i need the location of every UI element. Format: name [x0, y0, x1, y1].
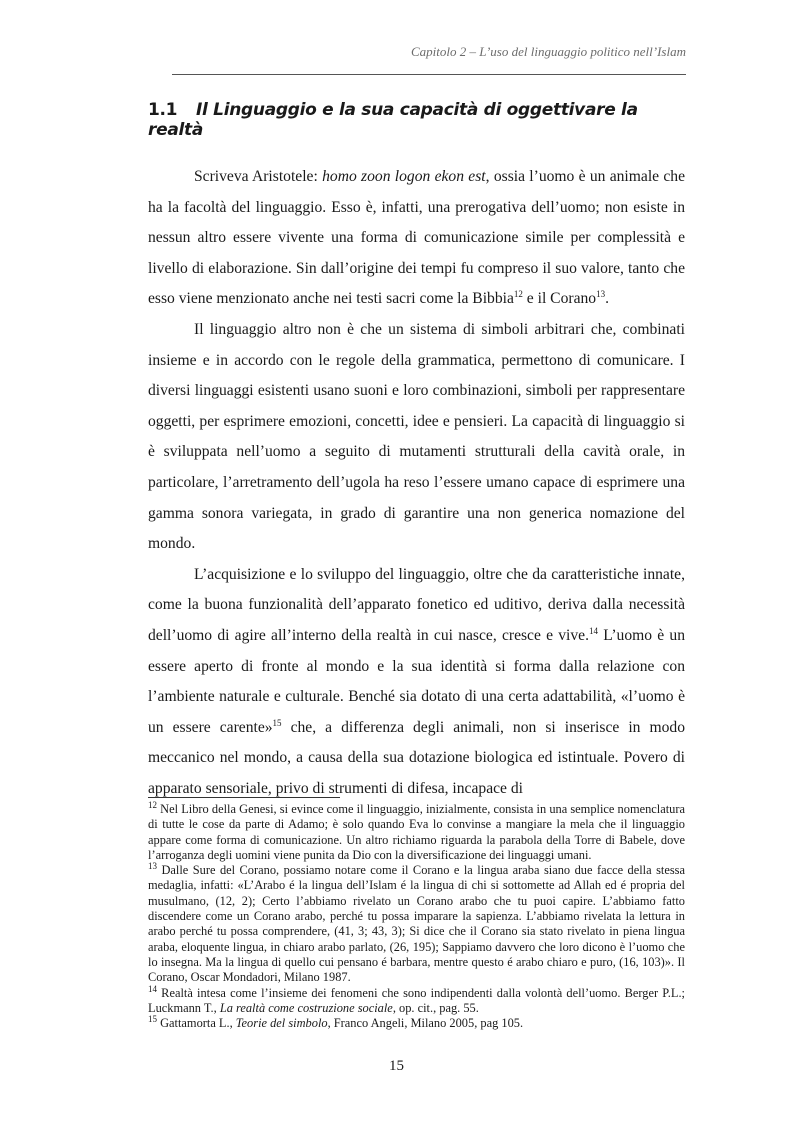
footnote-ref[interactable]: 14 — [589, 625, 599, 636]
footnote-number: 12 — [148, 799, 157, 810]
footnote-number: 13 — [148, 861, 157, 872]
footnote-ref[interactable]: 12 — [513, 289, 523, 300]
footnote-text: Gattamorta L., — [157, 1016, 236, 1031]
footnote-text: , op. cit., pag. 55. — [392, 1000, 479, 1015]
footnote-ref[interactable]: 15 — [272, 717, 282, 728]
paragraph-text: e il Corano — [522, 290, 597, 308]
page-number: 15 — [389, 1058, 404, 1074]
paragraph-text: . — [605, 290, 609, 308]
section-heading — [148, 100, 688, 140]
paragraph-2: Il linguaggio altro non è che un sistema di simboli arbitrari che, combinati insieme e in accordo con le regole della grammatica, permettono di comunicare. I diversi linguaggi esistenti usano suoni e loro combinazioni, simboli per rappresentare oggetti, per esprimere emozioni, concetti, idee e pensieri. La capacità di linguaggio si è sviluppata nell’uomo a seguito di mutamenti strutturali della cavità orale, in particolare, l’arretramento dell’ugola ha reso l’essere umano capace di esprimere una gamma sonora variegata, in grado di garantire una non generica nomazione del mondo. — [148, 320, 685, 553]
footnotes — [148, 799, 685, 1031]
footnote-text: Realtà intesa come l’insieme dei fenomeni che sono indipendenti dalla volontà dell’uomo. Berger P.L.; Luckmann T., — [148, 985, 685, 1015]
footnote-text: , Franco Angeli, Milano 2005, pag 105. — [327, 1016, 524, 1031]
paragraph-1 — [148, 162, 685, 315]
footnote-text: Dalle Sure del Corano, possiamo notare come il Corano e la lingua araba siano due facce della stessa medaglia, infatti: «L’Arabo é la lingua dell’Islam é la lingua di chi si sottomette ad Allah ed é propria del musulmano, (12, 2); Certo l’abbiamo rivelato un Corano arabo che tu puoi capire. L’abbiamo fatto discendere come un Corano arabo, perché tu possa imparare la sapienza. L’abbiamo rivelata la lettura in arabo perché tu possa comprendere, (41, 3; 43, 3); Si dice che il Corano sia stato rivelato in piena lingua araba, eloquente lingua, in chiaro arabo parlato, (26, 195); Sappiamo davvero che loro dicono è l’uomo che lo insegna. Ma la lingua di quello cui pensano é barbara, mentre questo é arabo chiaro e puro, (16, 103)». Il Corano, Oscar Mondadori, Milano 1987. — [148, 863, 685, 985]
cited-title: Teorie del simbolo — [235, 1016, 328, 1031]
footnote-14 — [148, 983, 685, 1017]
footnote-rule — [148, 797, 340, 798]
footnote-15 — [148, 1016, 685, 1031]
section-number: 1.1 — [148, 100, 178, 120]
footnote-number: 15 — [148, 1014, 157, 1025]
paragraph-3 — [148, 560, 685, 805]
footnote-ref[interactable]: 13 — [596, 289, 606, 300]
footnote-text: Nel Libro della Genesi, si evince come il linguaggio, inizialmente, consista in una semplice nomenclatura di tutte le cose da parte di Adamo; è solo quando Eva lo convinse a mangiare la mela che il linguaggio appare come forma di comunicazione. Un altro richiamo riguarda la parabola della Torre di Babele, dove l’arroganza degli uomini viene punita da Dio con la diversificazione dei linguaggi umani. — [148, 802, 685, 862]
footnote-12 — [148, 799, 685, 863]
footnote-13 — [148, 863, 685, 985]
section-title: Il Linguaggio e la sua capacità di oggettivare la realtà — [148, 100, 638, 140]
paragraph-text: che, a differenza degli animali, non si inserisce in modo meccanico nel mondo, a causa della sua dotazione biologica ed istintuale. Povero di apparato sensoriale, privo di strumenti di difesa, incapace di — [148, 718, 685, 797]
paragraph-text: Scriveva Aristotele: — [194, 168, 323, 185]
paragraph-text: L’uomo è un essere aperto di fronte al mondo e la sua identità si forma dalla relazione con l’ambiente naturale e culturale. Benché sia dotato di una certa adattabilità, «l’uomo è un essere carente» — [148, 626, 685, 736]
body-text — [148, 162, 685, 804]
latin-quote: homo zoon logon ekon est — [322, 168, 486, 185]
paragraph-text: , ossia l’uomo è un animale che ha la facoltà del linguaggio. Esso è, infatti, una prerogativa dell’uomo; non esiste in nessun altro essere vivente una forma di comunicazione simile per complessità e livello di elaborazione. Sin dall’origine dei tempi fu compreso il suo valore, tanto che esso viene menzionato anche nei testi sacri come la Bibbia — [148, 168, 685, 308]
header-rule — [172, 74, 686, 75]
cited-title: La realtà come costruzione sociale — [219, 1000, 393, 1015]
footnote-number: 14 — [148, 983, 157, 994]
paragraph-text: L’acquisizione e lo sviluppo del linguaggio, oltre che da caratteristiche innate, come la buona funzionalità dell’apparato fonetico ed uditivo, deriva dalla necessità dell’uomo di agire all’interno della realtà in cui nasce, cresce e vive. — [148, 565, 685, 644]
running-header: Capitolo 2 – L’uso del linguaggio politico nell’Islam — [410, 44, 686, 59]
